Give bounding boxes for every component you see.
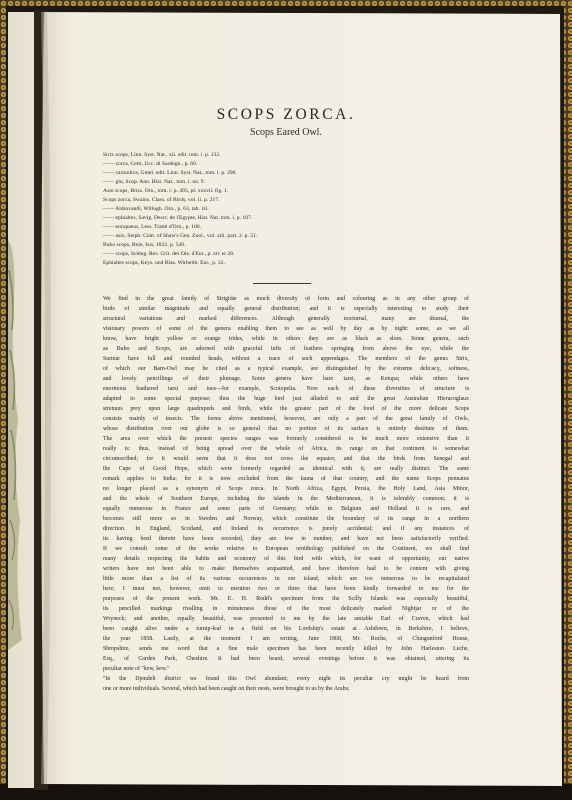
body-line: "In the Djendeli district we found this Owl abundant; every night its peculiar cry might be heard from — [103, 676, 469, 682]
body-line: little more than a list of its various occurrences in our island, which are too numerous to be recapitulated — [103, 576, 469, 582]
body-line: purposes of the present work. Mr. E. H. Rodd's specimen from the Scilly Islands was especially beautiful, — [103, 596, 469, 602]
body-line: no longer placed as a synonym of Scops zorca. In North Africa, Egypt, Persia, the Holy Land, Asia Minor, — [103, 486, 469, 492]
body-line: We find in the great family of Strigidæ as much diversity of form and colouring as in any other group of — [103, 296, 469, 302]
body-line: and lovely pencillings of their plumage. Some genera have bare tarsi, as Ketupa; while others have — [103, 376, 469, 382]
body-line: the Cape of Good Hope, which were formerly regarded as identical with it, are really distinct. The same — [103, 466, 469, 472]
body-line: its having bred therein have been recorded, they are few in number, and have not been satisfactorily verified. — [103, 536, 469, 542]
synonym-line: —— ephialtes, Savig. Descr. de l'Egypte, Hist. Nat. tom. i. p. 107. — [103, 215, 253, 221]
body-line: Shropshire, sends me word that a fine male specimen has been recently killed by John Harleston Leche, — [103, 646, 469, 652]
page-subtitle: Scops Eared Owl. — [250, 127, 322, 138]
body-line: many details respecting the habits and economy of this bird with which, for want of opportunity, our native — [103, 556, 469, 562]
synonym-line: Asio scops, Briss. Orn., tom. i. p. 495, pl. xxxvii. fig. 1. — [103, 188, 229, 194]
synonym-line: —— europaeus, Less. Traité d'Orn., p. 106. — [103, 224, 202, 230]
synonym-line: Bubo scops, Boie, Isis, 1822, p. 549. — [103, 242, 186, 248]
synonym-line: —— carniolica, Gmel. edit. Linn. Syst. Nat., tom. i. p. 290. — [103, 170, 237, 176]
body-line: Esq., of Carden Park, Cheshire. It had been heard, several evenings before it was obtained, uttering its — [103, 656, 469, 662]
page-title: SCOPS ZORCA. — [216, 106, 356, 123]
body-line: remark applies to India; for it is now excluded from the fauna of that country, and the name Scops pennatus — [103, 476, 469, 482]
body-line: birds of similar magnitude and equally general distribution; and it is especially interesting to study their — [103, 306, 469, 312]
body-line: know, have bright yellow or orange irides, while in others they are as black as sloes. Some genera, such — [103, 336, 469, 342]
body-line: writers have not been able to make themselves acquainted, and have therefore had to be content with giving — [103, 566, 469, 572]
body-line: peculiar note of "kew, kew." — [103, 666, 170, 672]
body-line: If we consult some of the works relative to European ornithology published on the Continent, we shall find — [103, 546, 469, 552]
body-line: becomes still more so in Sweden and Norway, which constitute the boundary of its range in a northern — [103, 516, 469, 522]
body-line: here; I must not, however, omit to mention two or three that have been kindly forwarded to me for the — [103, 586, 469, 592]
body-line: one or more individuals. Several, which had been caught on their nests, were brought to us by the Arabs; — [103, 686, 350, 692]
synonym-line: —— asio, Steph. Cont. of Shaw's Gen. Zool., vol. xiii. part. 2. p. 51. — [103, 233, 258, 239]
section-divider — [253, 283, 311, 284]
body-line: structural variations and marked differences. Although generally nocturnal, many are diurnal, the — [103, 316, 469, 322]
body-line: Wryneck; and another, equally beautiful, was presented to me by the late amiable Earl of Craven, which had — [103, 616, 469, 622]
body-line: of which our Barn-Owl may be cited as a typical example, are distinguished by the extreme delicacy, softness, — [103, 366, 469, 372]
body-line: Surniæ have full and rounded heads, without a trace of such appendages. The members of the genus Strix, — [103, 356, 469, 362]
body-line: circumscribed; for it would seem that it does not cross the equator, and that the birds from Senegal and — [103, 456, 469, 462]
body-line: adapted to some special purpose; thus the huge bird just alluded to and the great Australian Hieracoglaux — [103, 396, 469, 402]
body-line: its pencilled markings rivalling in minuteness those of the most delicately marked Nightjar or of the — [103, 606, 469, 612]
synonym-line: —— Aldrovandi, Willugh. Orn., p. 63, tab. xii. — [103, 206, 209, 212]
synonym-line: —— giu, Scop. Ann. Hist. Nat., tom. i. no. 9. — [103, 179, 206, 185]
body-line: really is: thus, instead of being spread over the whole of Africa, its range on that continent is somewhat — [103, 446, 469, 452]
body-line: been caught alive under a turnip-leaf in a field on his Lordship's estate at Ashdown, in Berkshire, I believe, — [103, 626, 469, 632]
synonym-line: —— scops, Schleg. Rev. Crit. des Ois. d'Eur., p. xiv et 28. — [103, 251, 235, 257]
body-line: equally numerous in France and some parts of Germany; while in Belgium and Holland it is rare, and — [103, 506, 469, 512]
body-line: consists mainly of insects. The forms above mentioned, however, are only a part of the great family of Owls, — [103, 416, 469, 422]
body-line: direction. In England, Scotland, and Ireland its occurrence is purely accidental; and if any instances of — [103, 526, 469, 532]
synonym-line: Scops zorca, Swains. Class. of Birds, vol. ii. p. 217. — [103, 197, 220, 203]
body-line: strenuus prey upon large quadrupeds and birds, while the greater part of the food of the more delicate Scops — [103, 406, 469, 412]
body-line: whose distribution over our globe is so general that no portion of its surface is entirely destitute of them. — [103, 426, 469, 432]
body-line: and the whole of Southern Europe, including the islands in the Mediterranean, it is tolerably common; it is — [103, 496, 469, 502]
synonym-line: Ephialtes scops, Keys. und Blas. Wirbelth. Eur., p. 33. — [103, 260, 225, 266]
synonym-line: Strix scops, Linn. Syst. Nat., xii. edit. tom. i. p. 132. — [103, 152, 221, 158]
body-line: the year 1858. Lastly, at the moment I am writing, June 1868, Mr. Roche, of Clungunford House, — [103, 636, 469, 642]
body-line: as Bubo and Scops, are adorned with graceful tufts of feathers springing from above the eye, while the — [103, 346, 469, 352]
synonym-line: —— zorca, Cetti, Ucc. di Sardegn., p. 60. — [103, 161, 198, 167]
body-line: The area over which the present species ranges was formerly considered to be much more extensive than it — [103, 436, 469, 442]
body-line: enormous feathered tarsi and toes—for example, Scotopelia. Now each of these diversities of structure is — [103, 386, 469, 392]
body-line: visionary powers of some of the genera enabling them to see as well by day as by night: some, as we all — [103, 326, 469, 332]
